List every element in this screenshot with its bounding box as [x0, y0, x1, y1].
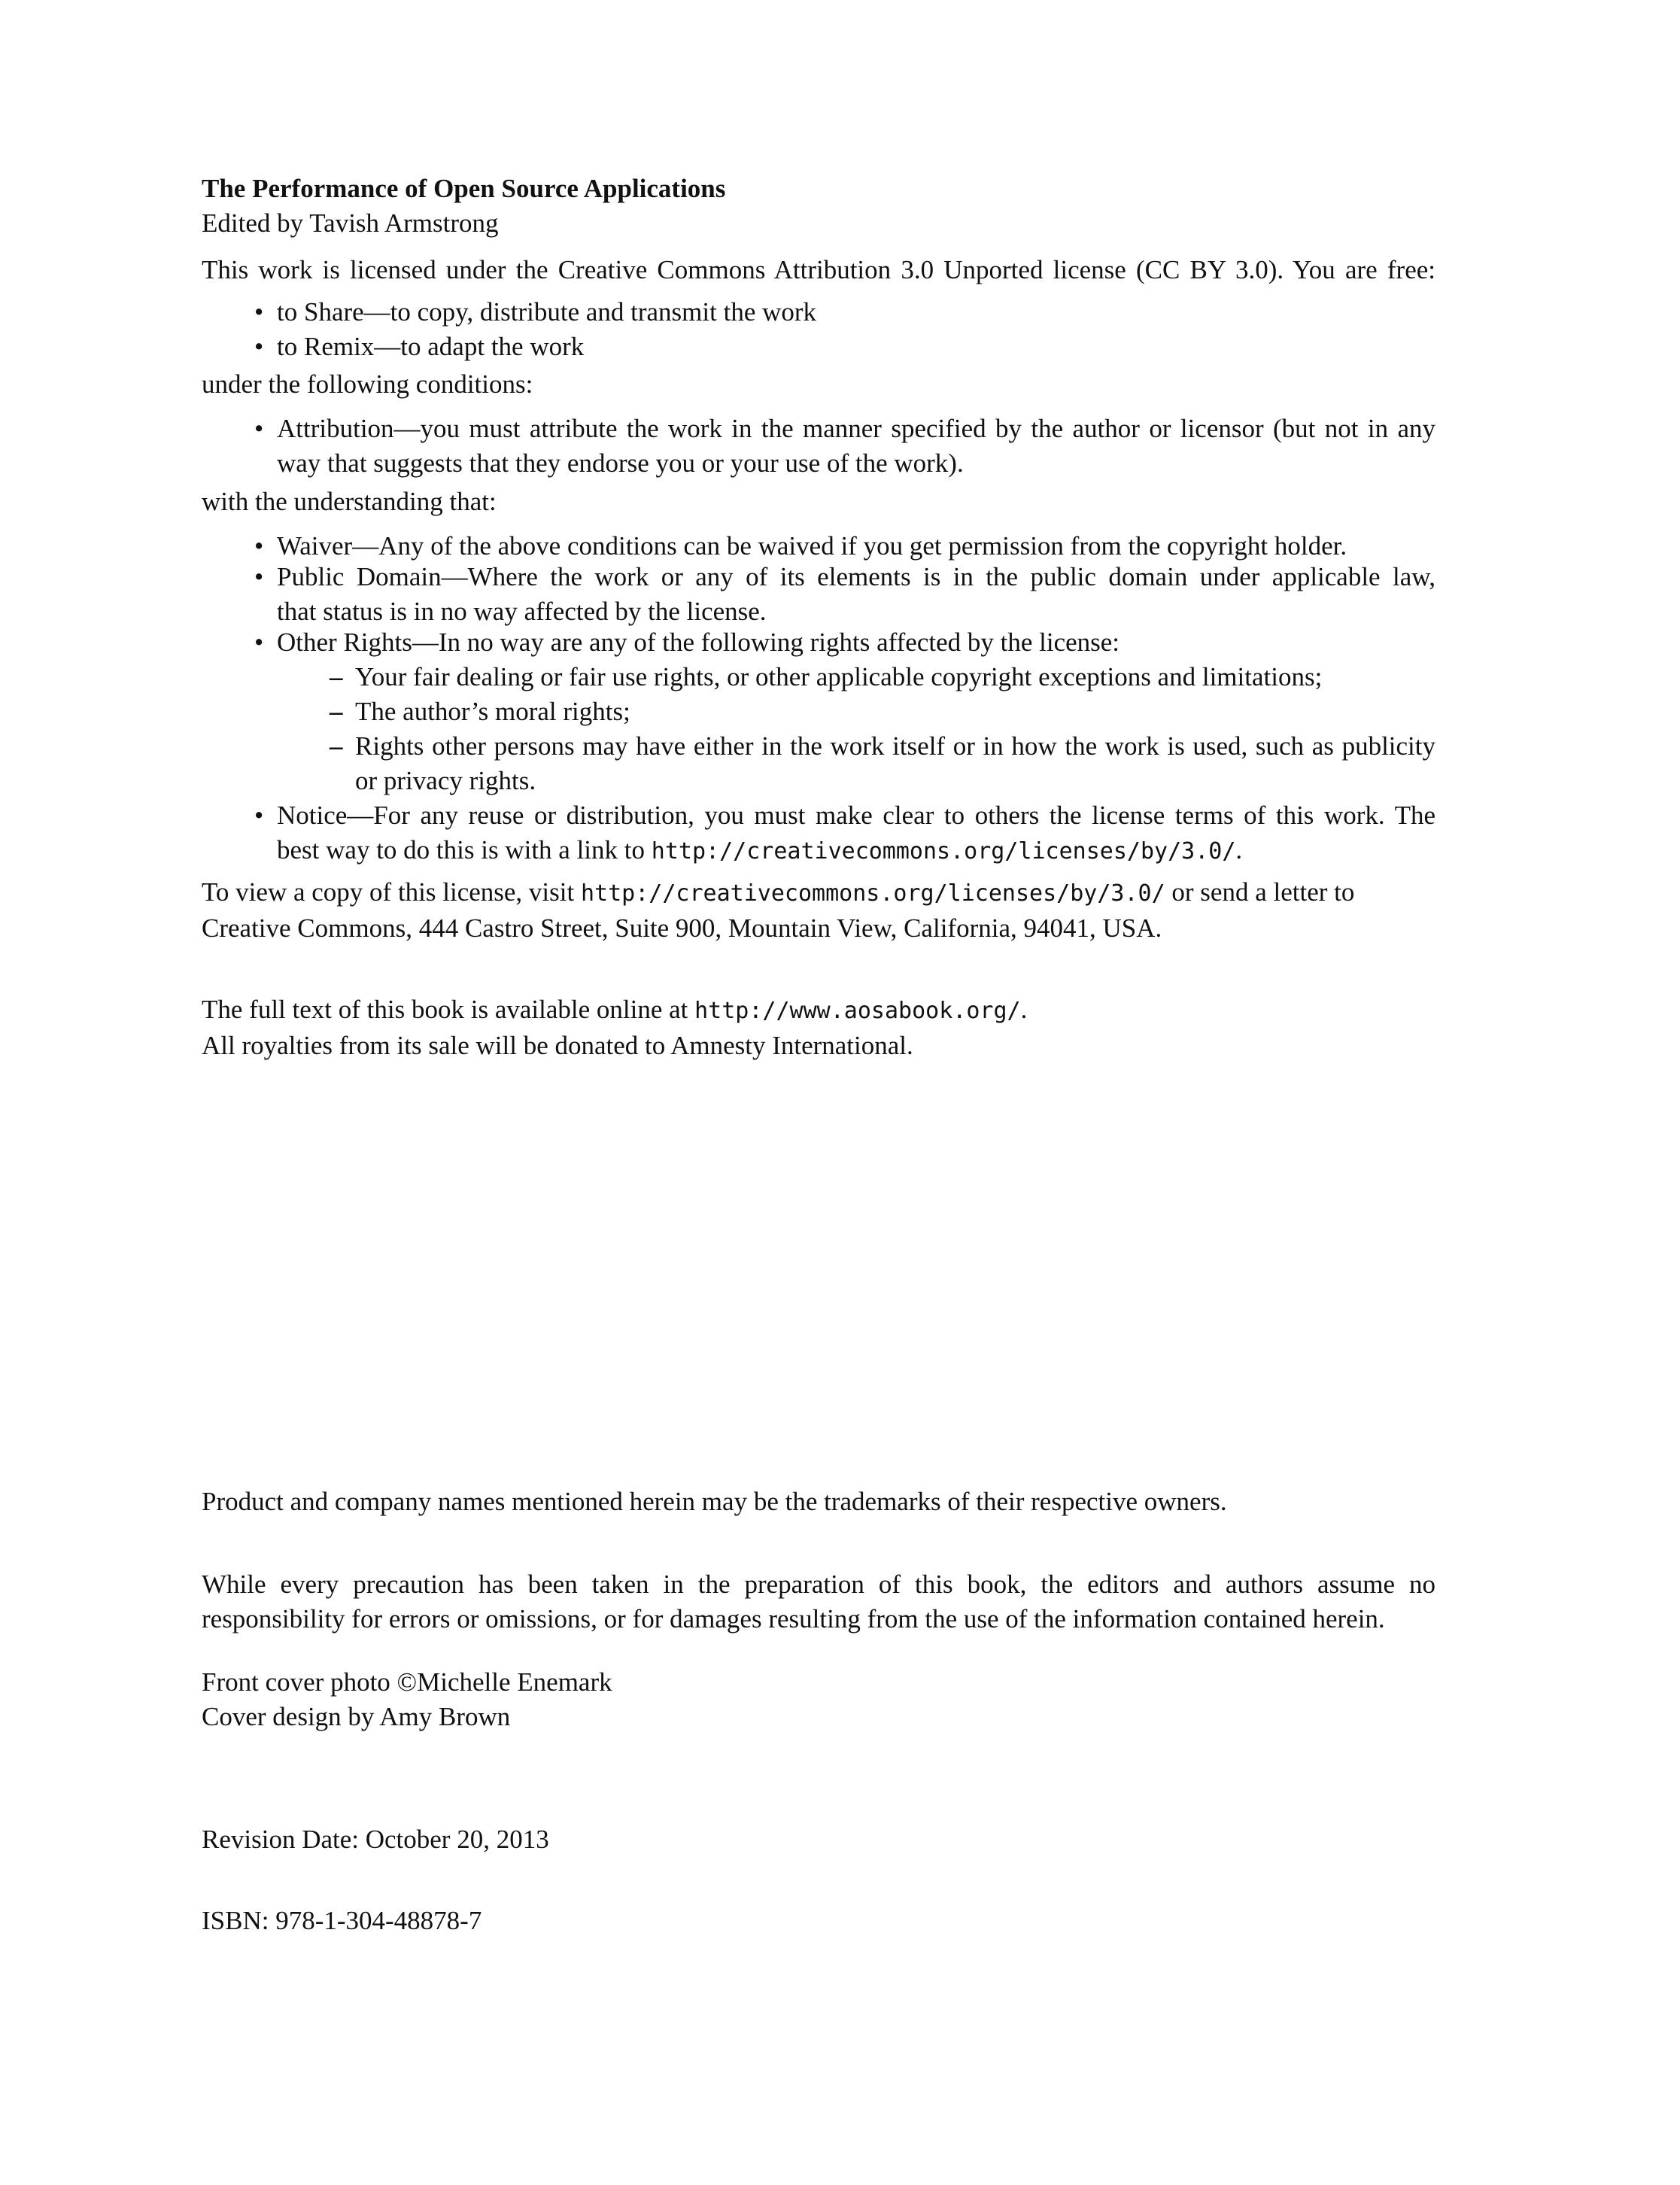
- attribution-line2: way that suggests that they endorse you or your use of the work).: [277, 448, 964, 478]
- sub-list-item: [202, 694, 1435, 729]
- cover-photo-credit: Front cover photo ©Michelle Enemark: [202, 1667, 612, 1697]
- freedoms-list: [202, 295, 1435, 364]
- bullet: •: [254, 562, 264, 591]
- bullet: •: [254, 531, 264, 561]
- waiver-text: Waiver—Any of the above conditions can be waived if you get permission from the copyright holder.: [277, 531, 1347, 561]
- notice-license-link[interactable]: http://creativecommons.org/licenses/by/3.0/: [651, 838, 1236, 865]
- list-item: [202, 295, 1435, 330]
- license-intro: This work is licensed under the Creative Commons Attribution 3.0 Unported license (CC BY 3.0). You are free:: [202, 255, 1435, 284]
- conditions-list: [202, 412, 1435, 481]
- revision-date: Revision Date: October 20, 2013: [202, 1825, 549, 1854]
- understanding-intro: with the understanding that:: [202, 487, 497, 516]
- freedom-remix: to Remix—to adapt the work: [277, 332, 585, 361]
- dash: –: [330, 662, 343, 691]
- notice-prefix: best way to do this is with a link to: [277, 835, 652, 865]
- bullet: •: [254, 628, 264, 657]
- list-item: [202, 412, 1435, 446]
- notice-suffix: .: [1235, 835, 1243, 865]
- editor-credit: Edited by Tavish Armstrong: [202, 208, 499, 238]
- online-availability: [202, 992, 1435, 1029]
- aosabook-link[interactable]: http://www.aosabook.org/: [694, 998, 1021, 1024]
- sub-list-item: [202, 660, 1435, 694]
- freedom-share: to Share—to copy, distribute and transmit the work: [277, 297, 817, 327]
- fair-use-text: Your fair dealing or fair use rights, or other applicable copyright exceptions and limitations;: [355, 662, 1323, 691]
- other-persons-line1: Rights other persons may have either in the work itself or in how the work is used, such as publicity: [355, 731, 1435, 761]
- book-title: The Performance of Open Source Applications: [202, 174, 726, 203]
- public-domain-line1: Public Domain—Where the work or any of its elements is in the public domain under applicable law,: [277, 562, 1435, 591]
- attribution-line1: Attribution—you must attribute the work in the manner specified by the author or licensor (but not in any: [277, 414, 1435, 443]
- online-suffix: .: [1020, 995, 1028, 1024]
- cover-design-credit: Cover design by Amy Brown: [202, 1702, 511, 1731]
- list-item: [202, 625, 1435, 660]
- trademarks-section: [202, 1485, 1435, 1519]
- list-item: [202, 798, 1435, 833]
- isbn: ISBN: 978-1-304-48878-7: [202, 1906, 482, 1935]
- disclaimer-section: [202, 1567, 1435, 1636]
- moral-rights-text: The author’s moral rights;: [355, 697, 630, 726]
- dash: –: [330, 697, 343, 726]
- view-copy-section: [202, 875, 1435, 946]
- understanding-section: [202, 485, 1435, 519]
- other-rights-text: Other Rights—In no way are any of the following rights affected by the license:: [277, 628, 1120, 657]
- online-section: [202, 992, 1435, 1063]
- title-block: [202, 172, 1435, 241]
- view-copy-line1: [202, 875, 1435, 911]
- view-copy-prefix: To view a copy of this license, visit: [202, 877, 581, 907]
- revision-section: [202, 1822, 1435, 1857]
- dash: –: [330, 731, 343, 761]
- notice-line2: [202, 833, 1435, 869]
- disclaimer-line2: responsibility for errors or omissions, or for damages resulting from the use of the information contained herein.: [202, 1604, 1385, 1633]
- bullet: •: [254, 332, 264, 361]
- bullet: •: [254, 414, 264, 443]
- royalties-note: All royalties from its sale will be donated to Amnesty International.: [202, 1031, 913, 1060]
- conditions-section: [202, 367, 1435, 402]
- notice-line1: Notice—For any reuse or distribution, you must make clear to others the license terms of this work. The: [277, 801, 1435, 830]
- bullet: •: [254, 801, 264, 830]
- trademarks-note: Product and company names mentioned herein may be the trademarks of their respective owners.: [202, 1487, 1227, 1516]
- disclaimer-line1: While every precaution has been taken in the preparation of this book, the editors and authors assume no: [202, 1570, 1435, 1599]
- sub-list-item: [202, 729, 1435, 764]
- public-domain-line2: that status is in no way affected by the license.: [277, 597, 767, 626]
- bullet: •: [254, 297, 264, 327]
- understanding-list: [202, 529, 1435, 869]
- list-item: [202, 560, 1435, 594]
- view-copy-license-link[interactable]: http://creativecommons.org/licenses/by/3.0/: [580, 880, 1165, 907]
- isbn-section: [202, 1904, 1435, 1938]
- view-copy-suffix: or send a letter to: [1165, 877, 1355, 907]
- view-copy-address: Creative Commons, 444 Castro Street, Suite 900, Mountain View, California, 94041, USA.: [202, 913, 1162, 943]
- cover-credits: [202, 1665, 1435, 1734]
- license-section: [202, 253, 1435, 287]
- conditions-intro: under the following conditions:: [202, 369, 533, 399]
- list-item: [202, 529, 1435, 564]
- online-prefix: The full text of this book is available online at: [202, 995, 695, 1024]
- other-persons-line2: or privacy rights.: [355, 766, 536, 795]
- list-item: [202, 330, 1435, 364]
